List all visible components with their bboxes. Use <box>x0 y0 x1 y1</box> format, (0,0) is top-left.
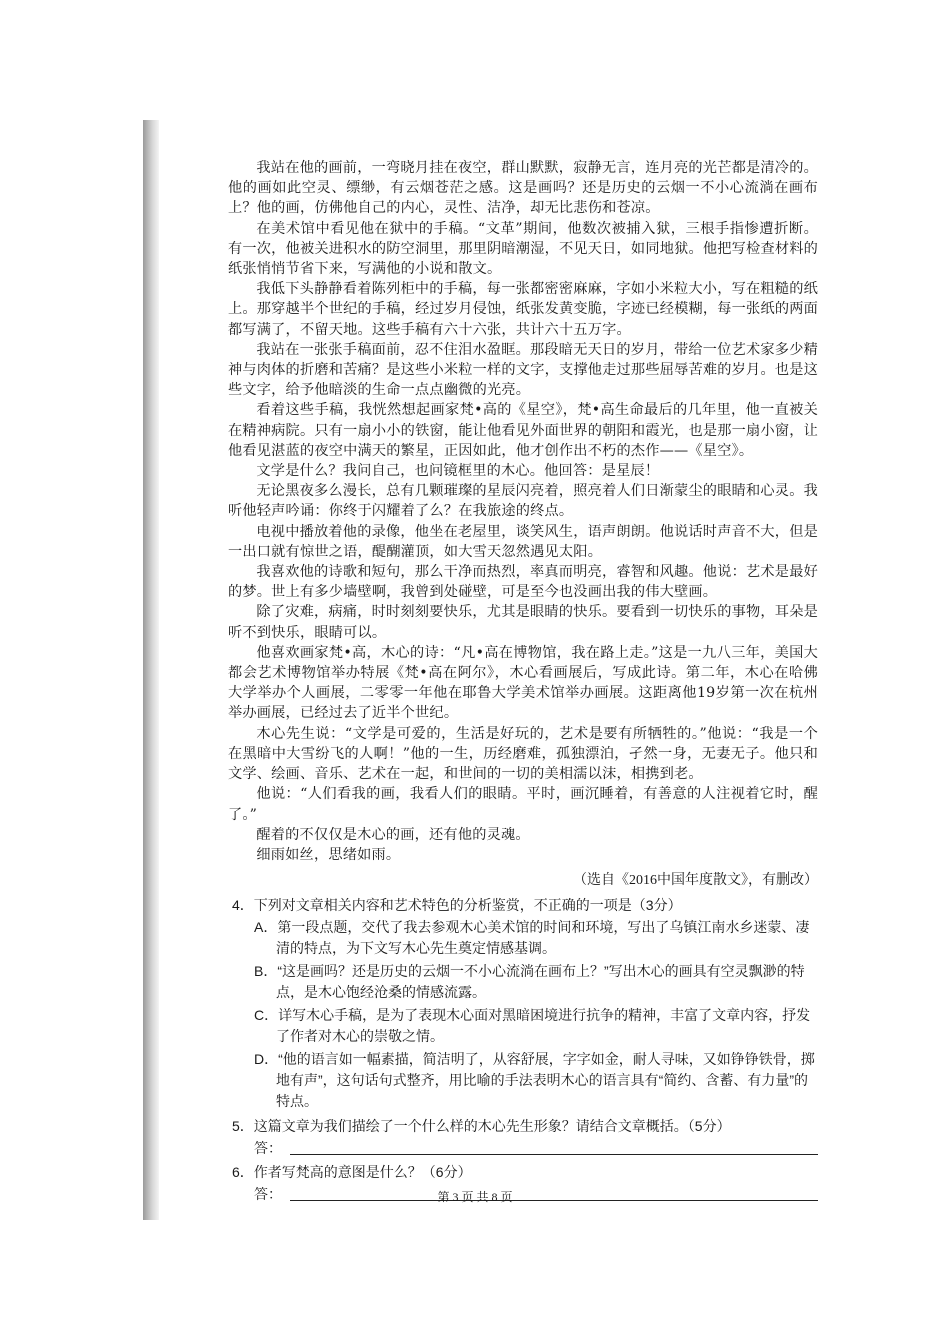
option-d: D．“他的语言如一幅素描，简洁明了，从容舒展，字字如金，耐人寻味，又如铮铮铁骨，掷地有声”，这句话句式整齐，用比喻的手法表明木心的语言具有“简约、含蓄、有力量”的特点。 <box>254 1051 815 1110</box>
answer-row-5 <box>232 1136 818 1158</box>
question-4 <box>232 895 818 1112</box>
article-paragraph: 无论黑夜多么漫长，总有几颗璀璨的星辰闪亮着，照亮着人们日渐蒙尘的眼睛和心灵。我听他轻声吟诵：你终于闪耀着了么？在我旅途的终点。 <box>228 483 818 520</box>
article-paragraph: 他喜欢画家梵•高，木心的诗：“凡•高在博物馆，我在路上走。”这是一九八三年，美国大都会艺术博物馆举办特展《梵•高在阿尔》，木心看画展后，写成此诗。第二年，木心在哈佛大学举办个人画展，二零零一年他在耶鲁大学美术馆举办画展。这距离他19岁第一次在杭州举办画展，已经过去了近半个世纪。 <box>228 644 818 722</box>
questions-section <box>232 895 818 1204</box>
article-paragraph: 细雨如丝，思绪如雨。 <box>256 846 401 863</box>
article-paragraph: 我站在他的画前，一弯晓月挂在夜空，群山默默，寂静无言，连月亮的光芒都是清冷的。他的画如此空灵、缥缈，有云烟苍茫之感。这是画吗？还是历史的云烟一不小心流淌在画布上？他的画，仿佛他自己的内心，灵性、洁净，却无比悲伤和苍凉。 <box>228 160 818 217</box>
article-paragraph: 在美术馆中看见他在狱中的手稿。“文革”期间，他数次被捕入狱，三根手指惨遭折断。有一次，他被关进积水的防空洞里，那里阴暗潮湿，不见天日，如同地狱。他把写检查材料的纸张悄悄节省下来，写满他的小说和散文。 <box>228 220 818 278</box>
article-paragraph: 我站在一张张手稿面前，忍不住泪水盈眶。那段暗无天日的岁月，带给一位艺术家多少精神与肉体的折磨和苦痛？是这些小米粒一样的文字，支撑他走过那些屈辱苦难的岁月。也是这些文字，给予他暗淡的生命一点点幽微的光亮。 <box>228 341 818 399</box>
question-5-stem: 5．这篇文章为我们描绘了一个什么样的木心先生形象？请结合文章概括。（5分） <box>232 1118 731 1135</box>
article-paragraph: 电视中播放着他的录像，他坐在老屋里，谈笑风生，语声朗朗。他说话时声音不大，但是一出口就有惊世之语，醍醐灌顶，如大雪天忽然遇见太阳。 <box>228 523 818 560</box>
article-paragraph: 我低下头静静看着陈列柜中的手稿，每一张都密密麻麻，字如小米粒大小，写在粗糙的纸上。那穿越半个世纪的手稿，经过岁月侵蚀，纸张发黄变脆，字迹已经模糊，每一张纸的两面都写满了，不留天地。这些手稿有六十六张，共计六十五万字。 <box>228 281 818 338</box>
page-number: 第 3 页 共 8 页 <box>437 1190 513 1204</box>
question-6-stem: 6．作者写梵高的意图是什么？（6分） <box>232 1164 472 1181</box>
article-paragraph: 我喜欢他的诗歌和短句，那么干净而热烈，率真而明亮，睿智和风趣。他说：艺术是最好的梦。世上有多少墙壁啊，我曾到处碰壁，可是至今也没画出我的伟大壁画。 <box>228 564 818 601</box>
answer-line-5[interactable] <box>290 1154 818 1155</box>
article-text <box>228 158 818 891</box>
article-paragraph: 除了灾难，病痛，时时刻刻要快乐，尤其是眼睛的快乐。要看到一切快乐的事物，耳朵是听不到快乐，眼睛可以。 <box>228 604 818 641</box>
option-c: C．详写木心手稿，是为了表现木心面对黑暗困境进行抗争的精神，丰富了文章内容，抒发了作者对木心的崇敬之情。 <box>254 1007 811 1045</box>
exam-page <box>228 158 818 1204</box>
article-paragraph: 木心先生说：“文学是可爱的，生活是好玩的，艺术是要有所牺牲的。”他说：“我是一个在黑暗中大雪纷飞的人啊！”他的一生，历经磨难，孤独漂泊，孑然一身，无妻无子。他只和文学、绘画、音乐、艺术在一起，和世间的一切的美相濡以沫，相携到老。 <box>228 725 818 783</box>
answer-label: 答： <box>254 1186 282 1203</box>
question-5 <box>232 1116 818 1158</box>
article-paragraph: 他说：“人们看我的画，我看人们的眼睛。平时，画沉睡着，有善意的人注视着它时，醒了。” <box>228 786 818 823</box>
answer-label: 答： <box>254 1140 282 1157</box>
article-paragraph: 醒着的不仅仅是木心的画，还有他的灵魂。 <box>256 826 530 843</box>
scan-shadow-edge <box>143 120 159 1220</box>
article-source: （选自《2016中国年度散文》，有删改） <box>573 873 818 889</box>
option-b: B．“这是画吗？还是历史的云烟一不小心流淌在画布上？”写出木心的画具有空灵飘渺的特点，是木心饱经沧桑的情感流露。 <box>254 963 805 1001</box>
option-a: A．第一段点题，交代了我去参观木心美术馆的时间和环境，写出了乌镇江南水乡迷蒙、凄清的特点，为下文写木心先生奠定情感基调。 <box>254 919 810 957</box>
question-4-stem: 4．下列对文章相关内容和艺术特色的分析鉴赏，不正确的一项是（3分） <box>232 897 682 914</box>
article-paragraph: 文学是什么？我问自己，也问镜框里的木心。他回答：是星辰！ <box>256 463 660 480</box>
article-paragraph: 看着这些手稿，我恍然想起画家梵•高的《星空》，梵•高生命最后的几年里，他一直被关在精神病院。只有一扇小小的铁窗，能让他看见外面世界的朝阳和霞光，也是那一扇小窗，让他看见湛蓝的夜空中满天的繁星，正因如此，他才创作出不朽的杰作——《星空》。 <box>228 402 818 459</box>
